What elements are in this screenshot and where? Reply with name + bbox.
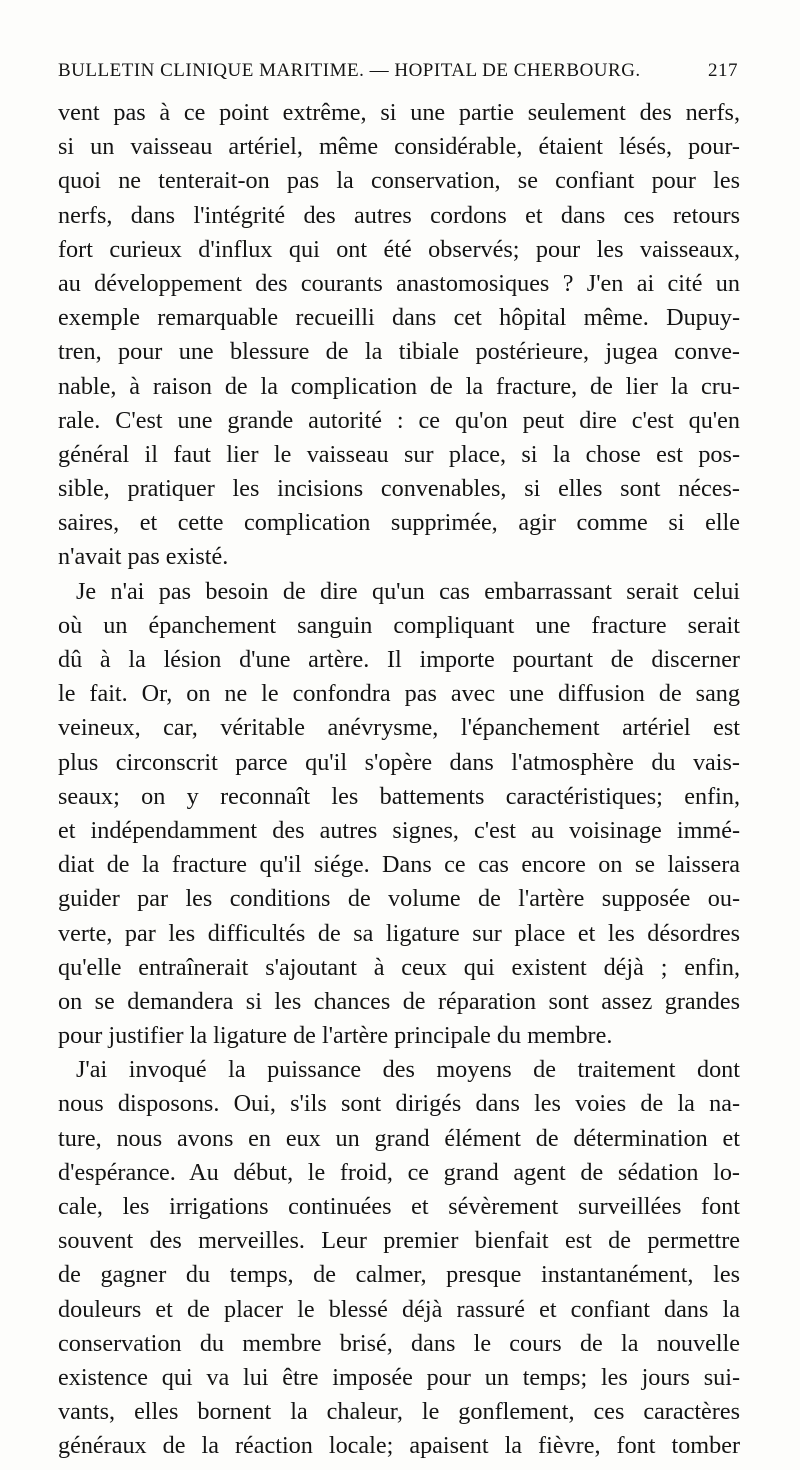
running-header-title: BULLETIN CLINIQUE MARITIME. — HOPITAL DE CHERBOURG.	[58, 60, 641, 81]
text-line: nable, à raison de la complication de la fracture, de lier la cru-	[58, 372, 740, 400]
text-line: rale. C'est une grande autorité : ce qu'on peut dire c'est qu'en	[58, 406, 740, 434]
text-line: guider par les conditions de volume de l'artère supposée ou-	[58, 885, 740, 913]
text-line: saires, et cette complication supprimée, agir comme si elle	[58, 509, 740, 537]
running-header	[58, 60, 738, 90]
text-line: où un épanchement sanguin compliquant une fracture serait	[58, 611, 740, 639]
text-line: douleurs et de placer le blessé déjà rassuré et confiant dans la	[58, 1295, 740, 1323]
text-line: général il faut lier le vaisseau sur place, si la chose est pos-	[58, 440, 740, 468]
text-line: cale, les irrigations continuées et sévèrement surveillées font	[58, 1193, 740, 1220]
text-line: vent pas à ce point extrême, si une partie seulement des nerfs,	[58, 99, 740, 126]
text-line: plus circonscrit parce qu'il s'opère dans l'atmosphère du vais-	[58, 748, 740, 776]
text-line: tren, pour une blessure de la tibiale postérieure, jugea conve-	[58, 338, 740, 366]
text-line: fort curieux d'influx qui ont été observés; pour les vaisseaux,	[58, 235, 740, 263]
page-number: 217	[708, 60, 738, 81]
text-line: vants, elles bornent la chaleur, le gonflement, ces caractères	[58, 1398, 740, 1426]
text-line: seaux; on y reconnaît les battements caractéristiques; enfin,	[58, 782, 740, 810]
text-line: existence qui va lui être imposée pour un temps; les jours sui-	[58, 1363, 740, 1391]
text-line: généraux de la réaction locale; apaisent la fièvre, font tomber	[58, 1432, 740, 1460]
text-line: pour justifier la ligature de l'artère principale du membre.	[58, 1022, 613, 1050]
text-line: verte, par les difficultés de sa ligature sur place et les désordres	[58, 919, 740, 947]
text-line: d'espérance. Au début, le froid, ce grand agent de sédation lo-	[58, 1158, 740, 1186]
text-line: sible, pratiquer les incisions convenables, si elles sont néces-	[58, 475, 740, 503]
text-line: ture, nous avons en eux un grand élément de détermination et	[58, 1124, 740, 1152]
text-line: dû à la lésion d'une artère. Il importe pourtant de discerner	[58, 646, 740, 673]
text-line: nerfs, dans l'intégrité des autres cordons et dans ces retours	[58, 201, 740, 229]
text-line: on se demandera si les chances de réparation sont assez grandes	[58, 987, 740, 1015]
text-line: qu'elle entraînerait s'ajoutant à ceux qui existent déjà ; enfin,	[58, 953, 740, 981]
text-line: diat de la fracture qu'il siége. Dans ce cas encore on se laissera	[58, 851, 740, 879]
text-line: et indépendamment des autres signes, c'est au voisinage immé-	[58, 816, 740, 844]
text-line: si un vaisseau artériel, même considérable, étaient lésés, pour-	[58, 133, 740, 161]
text-line: conservation du membre brisé, dans le cours de la nouvelle	[58, 1329, 740, 1357]
text-line: le fait. Or, on ne le confondra pas avec une diffusion de sang	[58, 680, 740, 708]
paragraph-first-line: Je n'ai pas besoin de dire qu'un cas embarrassant serait celui	[76, 577, 740, 605]
text-line: exemple remarquable recueilli dans cet hôpital même. Dupuy-	[58, 304, 740, 332]
text-line: quoi ne tenterait-on pas la conservation, se confiant pour les	[58, 167, 740, 195]
text-line: nous disposons. Oui, s'ils sont dirigés dans les voies de la na-	[58, 1090, 740, 1118]
text-line: de gagner du temps, de calmer, presque instantanément, les	[58, 1261, 740, 1289]
text-line: veineux, car, véritable anévrysme, l'épanchement artériel est	[58, 714, 740, 742]
text-line: au développement des courants anastomosiques ? J'en ai cité un	[58, 269, 740, 297]
body-text	[58, 96, 740, 1464]
text-line: n'avait pas existé.	[58, 543, 229, 571]
text-line: souvent des merveilles. Leur premier bienfait est de permettre	[58, 1227, 740, 1255]
paragraph-first-line: J'ai invoqué la puissance des moyens de traitement dont	[76, 1056, 740, 1084]
